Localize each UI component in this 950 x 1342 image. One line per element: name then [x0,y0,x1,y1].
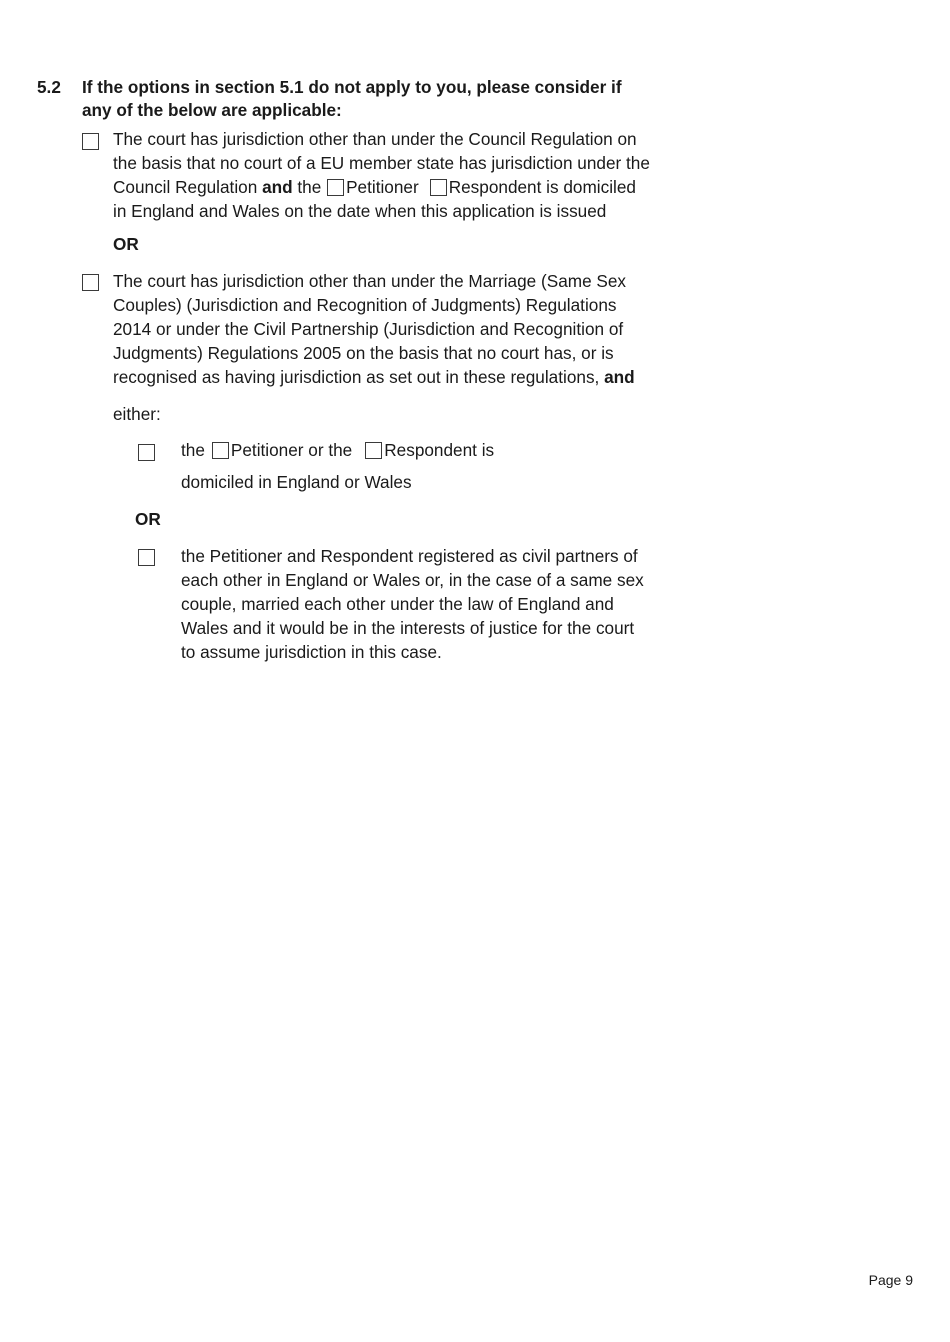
sub-a-petitioner-label: Petitioner or the [230,440,353,460]
option1-line3 [113,175,650,199]
option1-respondent-checkbox[interactable] [430,179,447,196]
sub-b-checkbox[interactable] [138,549,155,566]
option1-text [113,127,650,223]
sub-a-respondent-label: Respondent is [384,440,495,460]
option2-line2: Couples) (Jurisdiction and Recognition of Judgments) Regulations [113,295,617,315]
option1-line4: in England and Wales on the date when this application is issued [113,201,607,221]
sub-b-line2: each other in England or Wales or, in the case of a same sex [181,570,644,590]
sub-b-line3: couple, married each other under the law of England and [181,594,614,614]
sub-b-line5: to assume jurisdiction in this case. [181,642,442,662]
option2-text [113,269,635,389]
option2-line1: The court has jurisdiction other than under the Marriage (Same Sex [113,271,627,291]
option1-line1: The court has jurisdiction other than under the Council Regulation on [113,129,637,149]
sub-b-line1: the Petitioner and Respondent registered as civil partners of [181,546,638,566]
option2-line5 [113,365,635,389]
or-separator-2: OR [135,509,161,529]
option2-line3: 2014 or under the Civil Partnership (Jurisdiction and Recognition of [113,319,624,339]
section-number: 5.2 [37,77,61,97]
sub-a-line1 [181,438,494,462]
section-heading-line1: If the options in section 5.1 do not apply to you, please consider if [82,77,622,97]
option2-line5-text: recognised as having jurisdiction as set out in these regulations, [113,367,605,387]
option1-and: and [262,177,293,197]
option2-line4: Judgments) Regulations 2005 on the basis that no court has, or is [113,343,614,363]
option1-line3-text: Council Regulation [113,177,263,197]
option1-petitioner-checkbox[interactable] [327,179,344,196]
sub-a-checkbox[interactable] [138,444,155,461]
sub-a-respondent-checkbox[interactable] [365,442,382,459]
sub-a-petitioner-checkbox[interactable] [212,442,229,459]
section-heading-line2: any of the below are applicable: [82,100,342,120]
option2-and: and [604,367,635,387]
or-separator-1: OR [113,234,139,254]
option2-checkbox[interactable] [82,274,99,291]
option1-respondent-label: Respondent is domiciled [448,177,636,197]
sub-b-line4: Wales and it would be in the interests of justice for the court [181,618,635,638]
sub-b-text [181,544,644,664]
option1-line2: the basis that no court of a EU member state has jurisdiction under the [113,153,650,173]
sub-a-line2: domiciled in England or Wales [181,472,412,492]
option1-checkbox[interactable] [82,133,99,150]
option1-the: the [292,177,327,197]
sub-a-the: the [181,440,205,460]
either-label: either: [113,404,161,424]
section-heading [82,76,622,122]
page-number: Page 9 [868,1272,913,1288]
option1-petitioner-label: Petitioner [346,177,419,197]
